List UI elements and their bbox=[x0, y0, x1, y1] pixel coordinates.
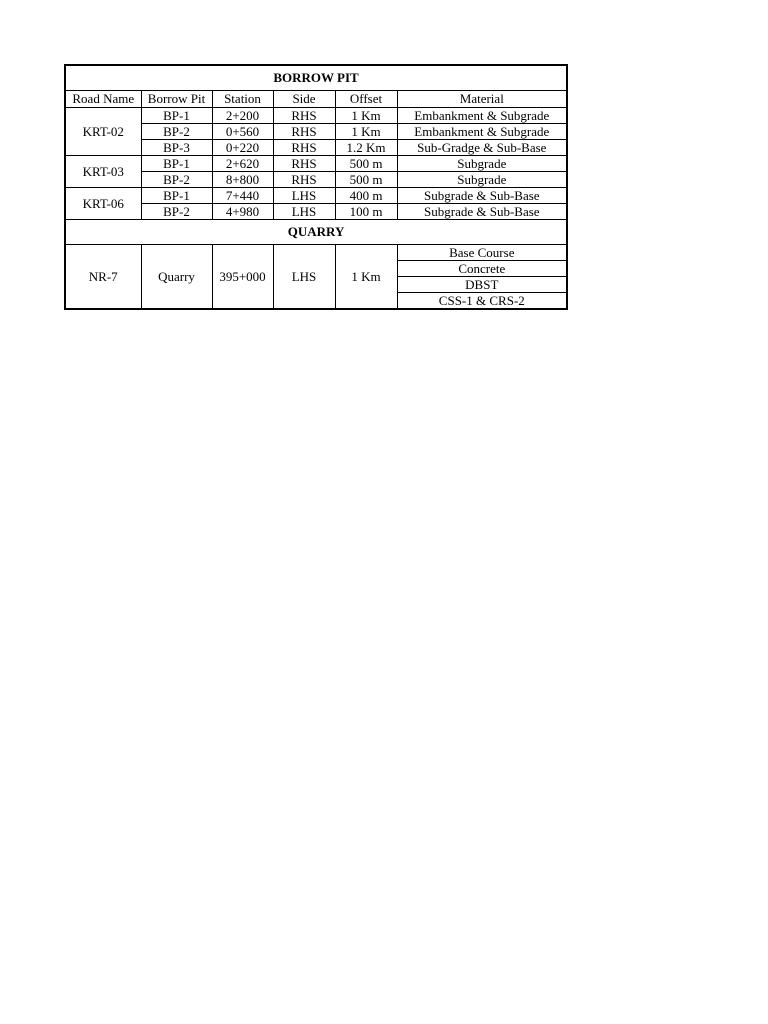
quarry-offset-cell: 1 Km bbox=[335, 245, 397, 310]
offset-cell: 500 m bbox=[335, 156, 397, 172]
station-cell: 2+200 bbox=[212, 108, 273, 124]
table-row bbox=[65, 156, 567, 172]
material-cell: Embankment & Subgrade bbox=[397, 124, 567, 140]
offset-cell: 500 m bbox=[335, 172, 397, 188]
quarry-material-cell: CSS-1 & CRS-2 bbox=[397, 293, 567, 310]
borrow-pit-cell: BP-2 bbox=[141, 172, 212, 188]
quarry-title: QUARRY bbox=[65, 220, 567, 245]
side-cell: LHS bbox=[273, 188, 335, 204]
table-row bbox=[65, 172, 567, 188]
offset-cell: 1.2 Km bbox=[335, 140, 397, 156]
header-side: Side bbox=[273, 91, 335, 108]
station-cell: 4+980 bbox=[212, 204, 273, 220]
table-row bbox=[65, 124, 567, 140]
material-cell: Embankment & Subgrade bbox=[397, 108, 567, 124]
station-cell: 0+560 bbox=[212, 124, 273, 140]
road-name-cell: KRT-06 bbox=[65, 188, 141, 220]
table-row bbox=[65, 188, 567, 204]
header-borrow-pit: Borrow Pit bbox=[141, 91, 212, 108]
station-cell: 2+620 bbox=[212, 156, 273, 172]
road-name-cell: KRT-03 bbox=[65, 156, 141, 188]
offset-cell: 400 m bbox=[335, 188, 397, 204]
quarry-source-cell: Quarry bbox=[141, 245, 212, 310]
side-cell: RHS bbox=[273, 124, 335, 140]
quarry-road-cell: NR-7 bbox=[65, 245, 141, 310]
table-row bbox=[65, 245, 567, 261]
table-row bbox=[65, 204, 567, 220]
station-cell: 8+800 bbox=[212, 172, 273, 188]
material-cell: Subgrade & Sub-Base bbox=[397, 204, 567, 220]
quarry-material-cell: Concrete bbox=[397, 261, 567, 277]
borrow-pit-cell: BP-1 bbox=[141, 156, 212, 172]
header-offset: Offset bbox=[335, 91, 397, 108]
header-material: Material bbox=[397, 91, 567, 108]
material-cell: Sub-Gradge & Sub-Base bbox=[397, 140, 567, 156]
station-cell: 0+220 bbox=[212, 140, 273, 156]
material-cell: Subgrade bbox=[397, 156, 567, 172]
side-cell: RHS bbox=[273, 108, 335, 124]
quarry-side-cell: LHS bbox=[273, 245, 335, 310]
side-cell: RHS bbox=[273, 172, 335, 188]
table-row bbox=[65, 140, 567, 156]
offset-cell: 1 Km bbox=[335, 124, 397, 140]
side-cell: LHS bbox=[273, 204, 335, 220]
material-cell: Subgrade & Sub-Base bbox=[397, 188, 567, 204]
borrow-pit-cell: BP-2 bbox=[141, 204, 212, 220]
offset-cell: 1 Km bbox=[335, 108, 397, 124]
station-cell: 7+440 bbox=[212, 188, 273, 204]
borrow-pit-quarry-table bbox=[64, 64, 568, 310]
borrow-pit-title: BORROW PIT bbox=[65, 65, 567, 91]
quarry-material-cell: Base Course bbox=[397, 245, 567, 261]
quarry-material-cell: DBST bbox=[397, 277, 567, 293]
borrow-pit-cell: BP-1 bbox=[141, 188, 212, 204]
offset-cell: 100 m bbox=[335, 204, 397, 220]
header-row bbox=[65, 91, 567, 108]
quarry-station-cell: 395+000 bbox=[212, 245, 273, 310]
side-cell: RHS bbox=[273, 156, 335, 172]
header-road-name: Road Name bbox=[65, 91, 141, 108]
borrow-pit-cell: BP-2 bbox=[141, 124, 212, 140]
material-cell: Subgrade bbox=[397, 172, 567, 188]
table-row bbox=[65, 108, 567, 124]
header-station: Station bbox=[212, 91, 273, 108]
road-name-cell: KRT-02 bbox=[65, 108, 141, 156]
borrow-pit-cell: BP-3 bbox=[141, 140, 212, 156]
borrow-pit-cell: BP-1 bbox=[141, 108, 212, 124]
side-cell: RHS bbox=[273, 140, 335, 156]
